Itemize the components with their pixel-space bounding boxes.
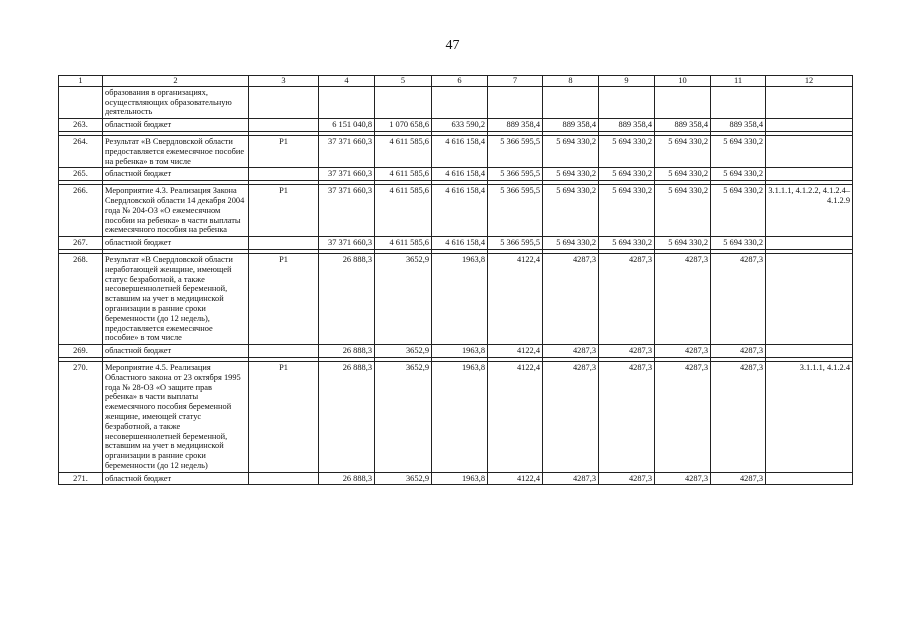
table-row (59, 345, 853, 358)
row-target-ref (766, 253, 853, 344)
row-name: областной бюджет (103, 237, 249, 250)
value-cell: 3652,9 (375, 472, 432, 485)
row-number: 267. (59, 237, 103, 250)
value-cell: 4 611 585,6 (375, 135, 432, 167)
value-cell: 4122,4 (488, 253, 543, 344)
table-row (59, 119, 853, 132)
value-cell (711, 86, 766, 118)
value-cell: 4287,3 (599, 345, 655, 358)
value-cell (319, 86, 375, 118)
row-code (249, 472, 319, 485)
row-name: Мероприятие 4.3. Реализация Закона Свердловской области 14 декабря 2004 года № 204-ОЗ «О ежемесячном пособии на ребенка» в части выплаты ежемесячного пособия на ребенка (103, 185, 249, 237)
value-cell: 1963,8 (432, 472, 488, 485)
row-number: 271. (59, 472, 103, 485)
row-code (249, 237, 319, 250)
value-cell (375, 86, 432, 118)
value-cell (599, 86, 655, 118)
row-target-ref (766, 119, 853, 132)
row-code (249, 345, 319, 358)
value-cell: 5 694 330,2 (599, 168, 655, 181)
value-cell: 26 888,3 (319, 361, 375, 472)
value-cell: 633 590,2 (432, 119, 488, 132)
table-row (59, 86, 853, 118)
column-header: 12 (766, 76, 853, 87)
row-number: 264. (59, 135, 103, 167)
table-body (59, 86, 853, 485)
value-cell: 5 694 330,2 (543, 168, 599, 181)
value-cell: 5 694 330,2 (655, 237, 711, 250)
value-cell: 5 366 595,5 (488, 185, 543, 237)
value-cell: 889 358,4 (599, 119, 655, 132)
value-cell: 4 616 158,4 (432, 237, 488, 250)
value-cell: 4122,4 (488, 345, 543, 358)
column-header: 7 (488, 76, 543, 87)
value-cell: 4287,3 (711, 472, 766, 485)
row-name: областной бюджет (103, 345, 249, 358)
value-cell: 4287,3 (543, 345, 599, 358)
value-cell (432, 86, 488, 118)
column-header: 6 (432, 76, 488, 87)
value-cell: 5 694 330,2 (655, 168, 711, 181)
column-header: 1 (59, 76, 103, 87)
row-code: Р1 (249, 185, 319, 237)
value-cell: 4287,3 (543, 361, 599, 472)
value-cell: 5 694 330,2 (655, 185, 711, 237)
row-target-ref (766, 472, 853, 485)
table-row (59, 472, 853, 485)
column-header: 3 (249, 76, 319, 87)
row-code: Р1 (249, 361, 319, 472)
value-cell: 4122,4 (488, 472, 543, 485)
value-cell: 4 611 585,6 (375, 168, 432, 181)
row-name: Результат «В Свердловской области неработающей женщине, имеющей статус безработной, а также несовершеннолетней беременной, вставшим на учет в медицинской организации в ранние сроки беременности (до 12 недель), предоставляется ежемесячное пособие» в том числе (103, 253, 249, 344)
value-cell: 5 694 330,2 (711, 168, 766, 181)
value-cell: 1963,8 (432, 253, 488, 344)
table-row (59, 135, 853, 167)
value-cell: 37 371 660,3 (319, 237, 375, 250)
value-cell: 4 616 158,4 (432, 185, 488, 237)
row-name: Мероприятие 4.5. Реализация Областного закона от 23 октября 1995 года № 28-ОЗ «О защите прав ребенка» в части выплаты ежемесячного пособия беременной женщине, имеющей статус безработной, а также несовершеннолетней беременной, вставшим на учет в медицинской организации в ранние сроки беременности (до 12 недель) (103, 361, 249, 472)
row-target-ref (766, 168, 853, 181)
value-cell: 4287,3 (543, 472, 599, 485)
value-cell: 4287,3 (711, 253, 766, 344)
value-cell: 5 694 330,2 (711, 135, 766, 167)
value-cell: 5 694 330,2 (711, 185, 766, 237)
value-cell: 26 888,3 (319, 253, 375, 344)
row-code (249, 119, 319, 132)
row-code: Р1 (249, 253, 319, 344)
row-number: 268. (59, 253, 103, 344)
value-cell: 26 888,3 (319, 472, 375, 485)
value-cell: 4122,4 (488, 361, 543, 472)
value-cell: 4 616 158,4 (432, 135, 488, 167)
column-header: 11 (711, 76, 766, 87)
row-target-ref: 3.1.1.1, 4.1.2.2, 4.1.2.4–4.1.2.9 (766, 185, 853, 237)
table-row (59, 237, 853, 250)
row-number: 270. (59, 361, 103, 472)
value-cell: 1963,8 (432, 345, 488, 358)
value-cell: 6 151 040,8 (319, 119, 375, 132)
row-number: 269. (59, 345, 103, 358)
value-cell: 5 694 330,2 (543, 237, 599, 250)
column-header: 5 (375, 76, 432, 87)
value-cell: 889 358,4 (543, 119, 599, 132)
row-code (249, 86, 319, 118)
value-cell: 5 694 330,2 (711, 237, 766, 250)
value-cell: 4287,3 (655, 345, 711, 358)
value-cell: 4287,3 (655, 253, 711, 344)
table-row (59, 185, 853, 237)
column-header: 9 (599, 76, 655, 87)
value-cell (488, 86, 543, 118)
row-number: 263. (59, 119, 103, 132)
value-cell: 3652,9 (375, 345, 432, 358)
value-cell: 889 358,4 (711, 119, 766, 132)
table-row (59, 168, 853, 181)
value-cell: 5 694 330,2 (599, 185, 655, 237)
value-cell: 4 616 158,4 (432, 168, 488, 181)
row-target-ref (766, 86, 853, 118)
row-number: 266. (59, 185, 103, 237)
row-number (59, 86, 103, 118)
row-name: областной бюджет (103, 472, 249, 485)
value-cell: 5 366 595,5 (488, 237, 543, 250)
value-cell: 1963,8 (432, 361, 488, 472)
page-number: 47 (445, 38, 460, 53)
value-cell: 5 366 595,5 (488, 168, 543, 181)
row-name: Результат «В Свердловской области предоставляется ежемесячное пособие на ребенка» в том числе (103, 135, 249, 167)
value-cell: 4287,3 (599, 472, 655, 485)
value-cell: 4287,3 (599, 253, 655, 344)
value-cell: 5 366 595,5 (488, 135, 543, 167)
table-row (59, 253, 853, 344)
value-cell: 37 371 660,3 (319, 135, 375, 167)
row-target-ref (766, 135, 853, 167)
row-number: 265. (59, 168, 103, 181)
row-code: Р1 (249, 135, 319, 167)
value-cell: 5 694 330,2 (543, 135, 599, 167)
value-cell: 5 694 330,2 (599, 237, 655, 250)
row-code (249, 168, 319, 181)
table-header-row (59, 76, 853, 87)
value-cell: 4 611 585,6 (375, 185, 432, 237)
column-header: 10 (655, 76, 711, 87)
value-cell: 3652,9 (375, 253, 432, 344)
value-cell: 1 070 658,6 (375, 119, 432, 132)
value-cell: 5 694 330,2 (599, 135, 655, 167)
column-header: 4 (319, 76, 375, 87)
row-target-ref (766, 237, 853, 250)
value-cell: 5 694 330,2 (543, 185, 599, 237)
value-cell (543, 86, 599, 118)
value-cell: 5 694 330,2 (655, 135, 711, 167)
row-target-ref (766, 345, 853, 358)
row-name: областной бюджет (103, 168, 249, 181)
value-cell: 4287,3 (599, 361, 655, 472)
value-cell: 37 371 660,3 (319, 168, 375, 181)
value-cell: 4287,3 (655, 472, 711, 485)
value-cell (655, 86, 711, 118)
value-cell: 37 371 660,3 (319, 185, 375, 237)
column-header: 2 (103, 76, 249, 87)
column-header: 8 (543, 76, 599, 87)
value-cell: 26 888,3 (319, 345, 375, 358)
value-cell: 4287,3 (543, 253, 599, 344)
row-name: областной бюджет (103, 119, 249, 132)
table-row (59, 361, 853, 472)
row-target-ref: 3.1.1.1, 4.1.2.4 (766, 361, 853, 472)
row-name: образования в организациях, осуществляющих образовательную деятельность (103, 86, 249, 118)
budget-table (58, 75, 853, 485)
value-cell: 4 611 585,6 (375, 237, 432, 250)
value-cell: 4287,3 (711, 345, 766, 358)
value-cell: 889 358,4 (488, 119, 543, 132)
value-cell: 4287,3 (655, 361, 711, 472)
value-cell: 4287,3 (711, 361, 766, 472)
value-cell: 3652,9 (375, 361, 432, 472)
value-cell: 889 358,4 (655, 119, 711, 132)
